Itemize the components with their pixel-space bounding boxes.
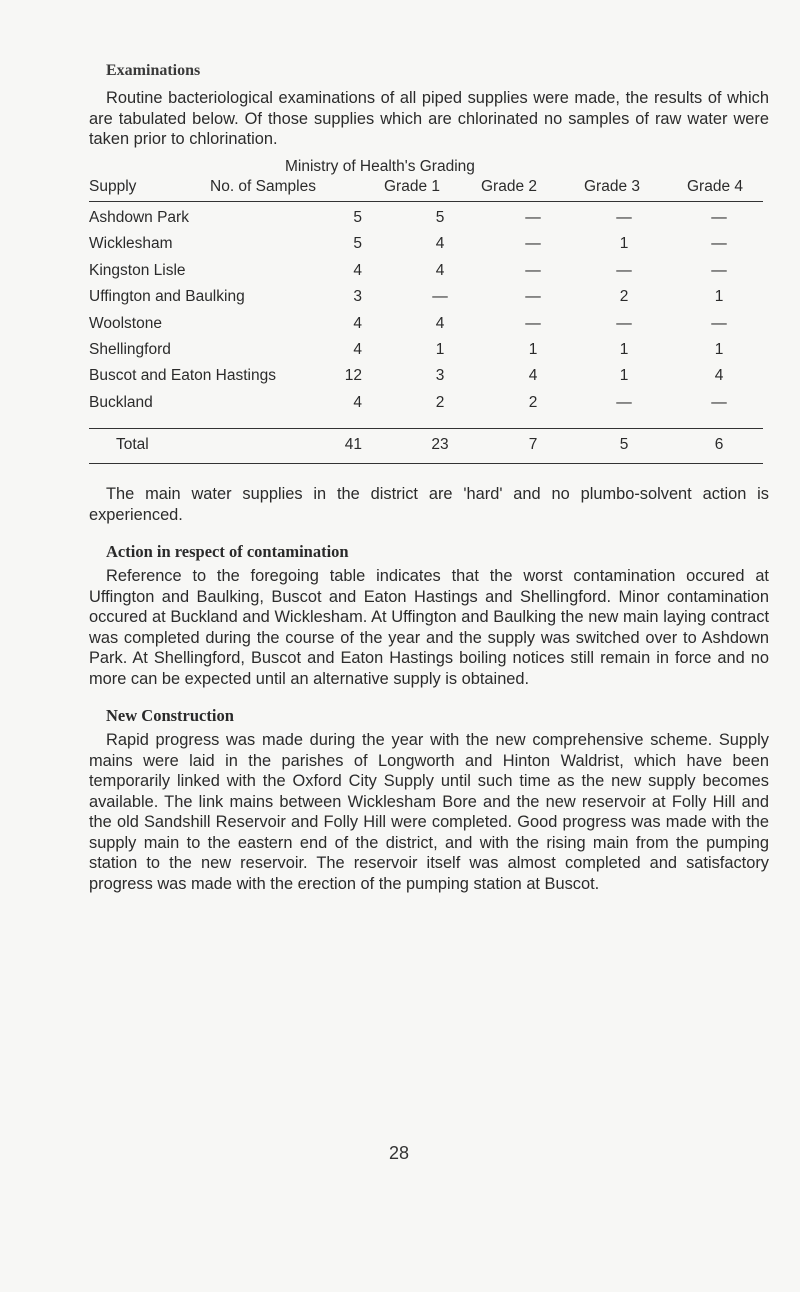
intro-paragraph: Routine bacteriological examinations of all piped supplies were made, the results of which are tabulated below. Of those supplies which are chlorinated no samples of raw water were taken prior to chlorination. xyxy=(89,89,769,148)
cell-grade-2: — xyxy=(525,209,541,226)
total-grade-4: 6 xyxy=(714,436,724,453)
contamination-paragraph: Reference to the foregoing table indicates that the worst contamination occured at Uffington and Baulking, Buscot and Eaton Hastings and Shellingford. Minor contamination occured at Buckland and Wicklesham. At Uffington and Baulking the new main laying contract was completed during the course of the year and the supply was switched over to Ashdown Park. At Shellingford, Buscot and Eaton Hastings boiling notices still remain in force and no more can be expected until an alternative supply is obtained. xyxy=(89,567,769,688)
cell-grade-1: 4 xyxy=(435,235,445,253)
cell-grade-1: 4 xyxy=(435,261,445,279)
col-header-grade-1: Grade 1 xyxy=(384,178,441,195)
cell-grade-4: 1 xyxy=(714,341,724,358)
cell-grade-2: — xyxy=(525,314,541,332)
cell-samples: 4 xyxy=(353,261,362,279)
cell-grade-4: — xyxy=(711,235,727,253)
total-samples: 41 xyxy=(344,436,362,453)
table-group-header: Ministry of Health's Grading xyxy=(285,158,475,175)
cell-grade-2: — xyxy=(525,261,541,279)
cell-grade-1: 5 xyxy=(435,209,445,226)
page-number: 28 xyxy=(389,1143,410,1163)
cell-grade-4: — xyxy=(711,261,727,279)
table-rule-bottom xyxy=(89,463,763,464)
col-header-grade-2: Grade 2 xyxy=(481,178,538,195)
table-rule-total xyxy=(89,428,763,429)
construction-heading: New Construction xyxy=(106,706,234,725)
col-header-supply: Supply xyxy=(89,178,137,195)
cell-supply: Ashdown Park xyxy=(89,209,189,226)
cell-supply: Uffington and Baulking xyxy=(89,288,245,306)
cell-grade-4: 1 xyxy=(714,288,724,306)
cell-samples: 4 xyxy=(353,393,362,411)
col-header-grade-4: Grade 4 xyxy=(687,178,744,195)
cell-grade-4: — xyxy=(711,314,727,332)
col-header-samples: No. of Samples xyxy=(210,178,316,195)
section-title: Examinations xyxy=(106,62,201,79)
cell-samples: 4 xyxy=(353,314,362,332)
cell-grade-2: 4 xyxy=(528,367,538,385)
cell-grade-3: — xyxy=(616,209,632,226)
cell-grade-4: — xyxy=(711,209,727,226)
cell-grade-1: 4 xyxy=(435,314,445,332)
table-rule-top xyxy=(89,201,763,202)
cell-grade-4: — xyxy=(711,393,727,411)
cell-grade-3: 1 xyxy=(619,341,629,358)
cell-grade-3: — xyxy=(616,261,632,279)
cell-samples: 3 xyxy=(353,288,362,306)
cell-samples: 5 xyxy=(353,235,362,253)
cell-supply: Woolstone xyxy=(89,314,162,332)
total-label: Total xyxy=(116,436,149,453)
cell-grade-2: — xyxy=(525,288,541,306)
cell-supply: Shellingford xyxy=(89,341,171,358)
cell-samples: 5 xyxy=(353,209,362,226)
contamination-heading: Action in respect of contamination xyxy=(106,542,349,561)
total-grade-3: 5 xyxy=(619,436,629,453)
cell-grade-1: — xyxy=(432,288,448,306)
cell-grade-4: 4 xyxy=(714,367,724,385)
total-grade-2: 7 xyxy=(528,436,538,453)
cell-grade-3: 2 xyxy=(619,288,629,306)
cell-grade-1: 1 xyxy=(435,341,445,358)
cell-grade-1: 3 xyxy=(435,367,445,385)
cell-supply: Wicklesham xyxy=(89,235,173,253)
cell-grade-3: — xyxy=(616,314,632,332)
construction-paragraph: Rapid progress was made during the year with the new comprehensive scheme. Supply mains were laid in the parishes of Longworth and Hinton Waldrist, which have been temporarily linked with the Oxford City Supply until such time as the new supply becomes available. The link mains between Wicklesham Bore and the new reservoir at Folly Hill and the old Sandshill Reservoir and Folly Hill were completed. Good progress was made with the supply main to the eastern end of the district, and with the rising main from the pumping station to the new reservoir. The reservoir itself was almost completed and satisfactory progress was made with the erection of the pumping station at Buscot. xyxy=(89,731,769,893)
total-grade-1: 23 xyxy=(431,436,449,453)
cell-supply: Buckland xyxy=(89,393,153,411)
cell-grade-2: — xyxy=(525,235,541,253)
cell-grade-3: — xyxy=(616,393,632,411)
cell-grade-1: 2 xyxy=(435,393,445,411)
cell-grade-3: 1 xyxy=(619,367,629,385)
cell-supply: Kingston Lisle xyxy=(89,261,186,279)
cell-grade-2: 2 xyxy=(528,393,538,411)
cell-samples: 4 xyxy=(353,341,362,358)
supplies-paragraph: The main water supplies in the district are 'hard' and no plumbo-solvent action is experienced. xyxy=(89,485,769,524)
cell-supply: Buscot and Eaton Hastings xyxy=(89,367,276,385)
cell-samples: 12 xyxy=(344,367,362,385)
col-header-grade-3: Grade 3 xyxy=(584,178,641,195)
cell-grade-2: 1 xyxy=(528,341,538,358)
cell-grade-3: 1 xyxy=(619,235,629,253)
